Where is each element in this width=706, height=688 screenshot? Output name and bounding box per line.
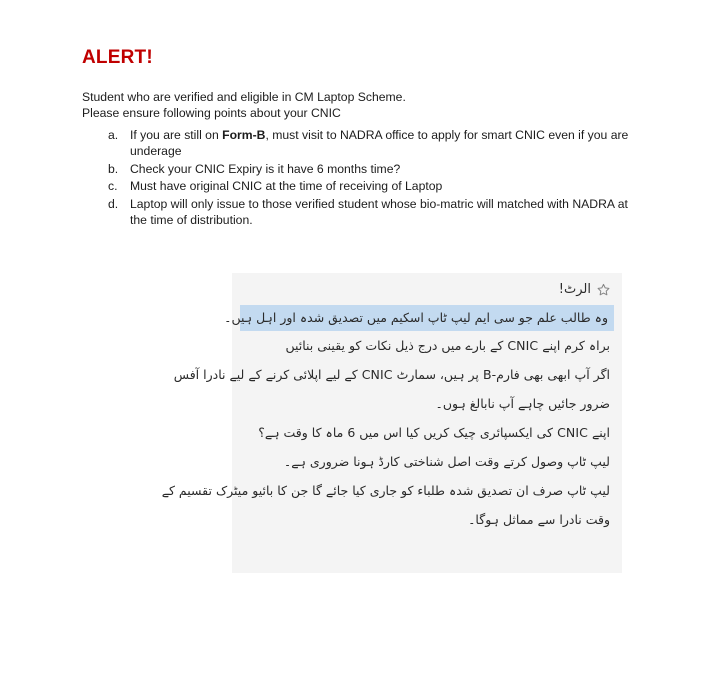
list-item-text-pre: Must have original CNIC at the time of receiving of Laptop [130, 179, 443, 194]
list-item-text-pre: Check your CNIC Expiry is it have 6 months time? [130, 161, 401, 176]
urdu-line: اگر آپ ابھی بھی فارم-B پر ہیں، سمارٹ CNIC کے لیے اپلائی کرنے کے لیے نادرا آفس [173, 367, 610, 382]
list-item [82, 161, 630, 178]
urdu-line: ضرور جائیں چاہے آپ نابالغ ہوں۔ [435, 396, 610, 411]
star-outline-icon [597, 283, 610, 296]
list-item-text-pre: Laptop will only issue to those verified student whose bio-matric will matched with NADRA at the time of distribution. [130, 196, 628, 228]
urdu-line-text: وہ طالب علم جو سی ایم لیپ ٹاپ اسکیم میں تصدیق شدہ اور اہل ہیں۔ [224, 310, 608, 325]
list-item-text-bold: Form-B [222, 127, 266, 142]
urdu-line: لیپ ٹاپ وصول کرتے وقت اصل شناختی کارڈ ہونا ضروری ہے۔ [283, 454, 610, 469]
urdu-line-highlighted [224, 305, 614, 331]
list-item-text [130, 196, 630, 229]
list-item-marker: d. [108, 196, 119, 211]
list-item-text-pre: If you are still on [130, 127, 223, 142]
list-item-text [130, 161, 630, 178]
urdu-panel-title: الرٹ! [558, 281, 591, 297]
list-item [82, 127, 630, 160]
list-item-marker: b. [108, 161, 119, 176]
alert-document [82, 48, 630, 230]
list-item [82, 178, 630, 195]
list-item [82, 196, 630, 229]
list-item-marker: a. [108, 127, 119, 142]
list-item-text [130, 127, 630, 160]
points-list [82, 127, 630, 229]
urdu-line: اپنے CNIC کی ایکسپائری چیک کریں کیا اس میں 6 ماہ کا وقت ہے؟ [258, 425, 610, 440]
intro-line-1: Student who are verified and eligible in CM Laptop Scheme. [82, 89, 406, 104]
urdu-line: وقت نادرا سے مماثل ہوگا۔ [468, 512, 610, 527]
urdu-line: براہ کرم اپنے CNIC کے بارے میں درج ذیل نکات کو یقینی بنائیں [285, 338, 610, 353]
intro-line-2: Please ensure following points about your CNIC [82, 106, 341, 121]
list-item-text-post: , must visit to NADRA office to apply for smart CNIC even if you are underage [130, 127, 629, 159]
page-title: ALERT! [82, 47, 153, 68]
urdu-line: لیپ ٹاپ صرف ان تصدیق شدہ طلباء کو جاری کیا جائے گا جن کا بائیو میٹرک تقسیم کے [161, 483, 610, 498]
urdu-text-body [161, 305, 614, 534]
urdu-translation-panel [161, 273, 622, 573]
list-item-marker: c. [108, 179, 118, 194]
urdu-panel-header [240, 279, 614, 299]
list-item-text [130, 178, 630, 195]
